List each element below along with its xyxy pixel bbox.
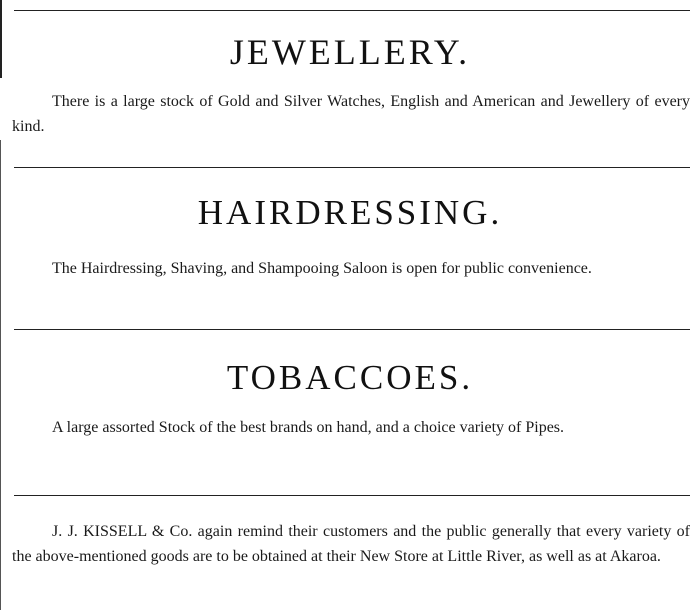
hairdressing-heading: HAIRDRESSING.	[197, 193, 503, 232]
divider-rule-1	[14, 167, 690, 168]
hairdressing-paragraph	[12, 256, 690, 281]
divider-rule-3	[14, 495, 690, 496]
hairdressing-text: The Hairdressing, Shaving, and Shampooing Saloon is open for public convenience.	[52, 260, 592, 277]
tobaccoes-heading: TOBACCOES.	[226, 358, 474, 397]
jewellery-text: There is a large stock of Gold and Silver Watches, English and American and Jewellery of every kind.	[12, 93, 690, 135]
kissell-text: J. J. KISSELL & Co. again remind their customers and the public generally that every variety of the above-mentioned goods are to be obtained at their New Store at Little River, as well as at Akaroa.	[12, 523, 690, 565]
jewellery-heading: JEWELLERY.	[229, 32, 471, 72]
divider-rule-2	[14, 329, 690, 330]
jewellery-paragraph	[12, 89, 690, 139]
tobaccoes-paragraph	[12, 415, 690, 440]
kissell-paragraph	[12, 519, 690, 569]
top-rule	[14, 10, 690, 11]
tobaccoes-text: A large assorted Stock of the best brands on hand, and a choice variety of Pipes.	[52, 419, 565, 436]
